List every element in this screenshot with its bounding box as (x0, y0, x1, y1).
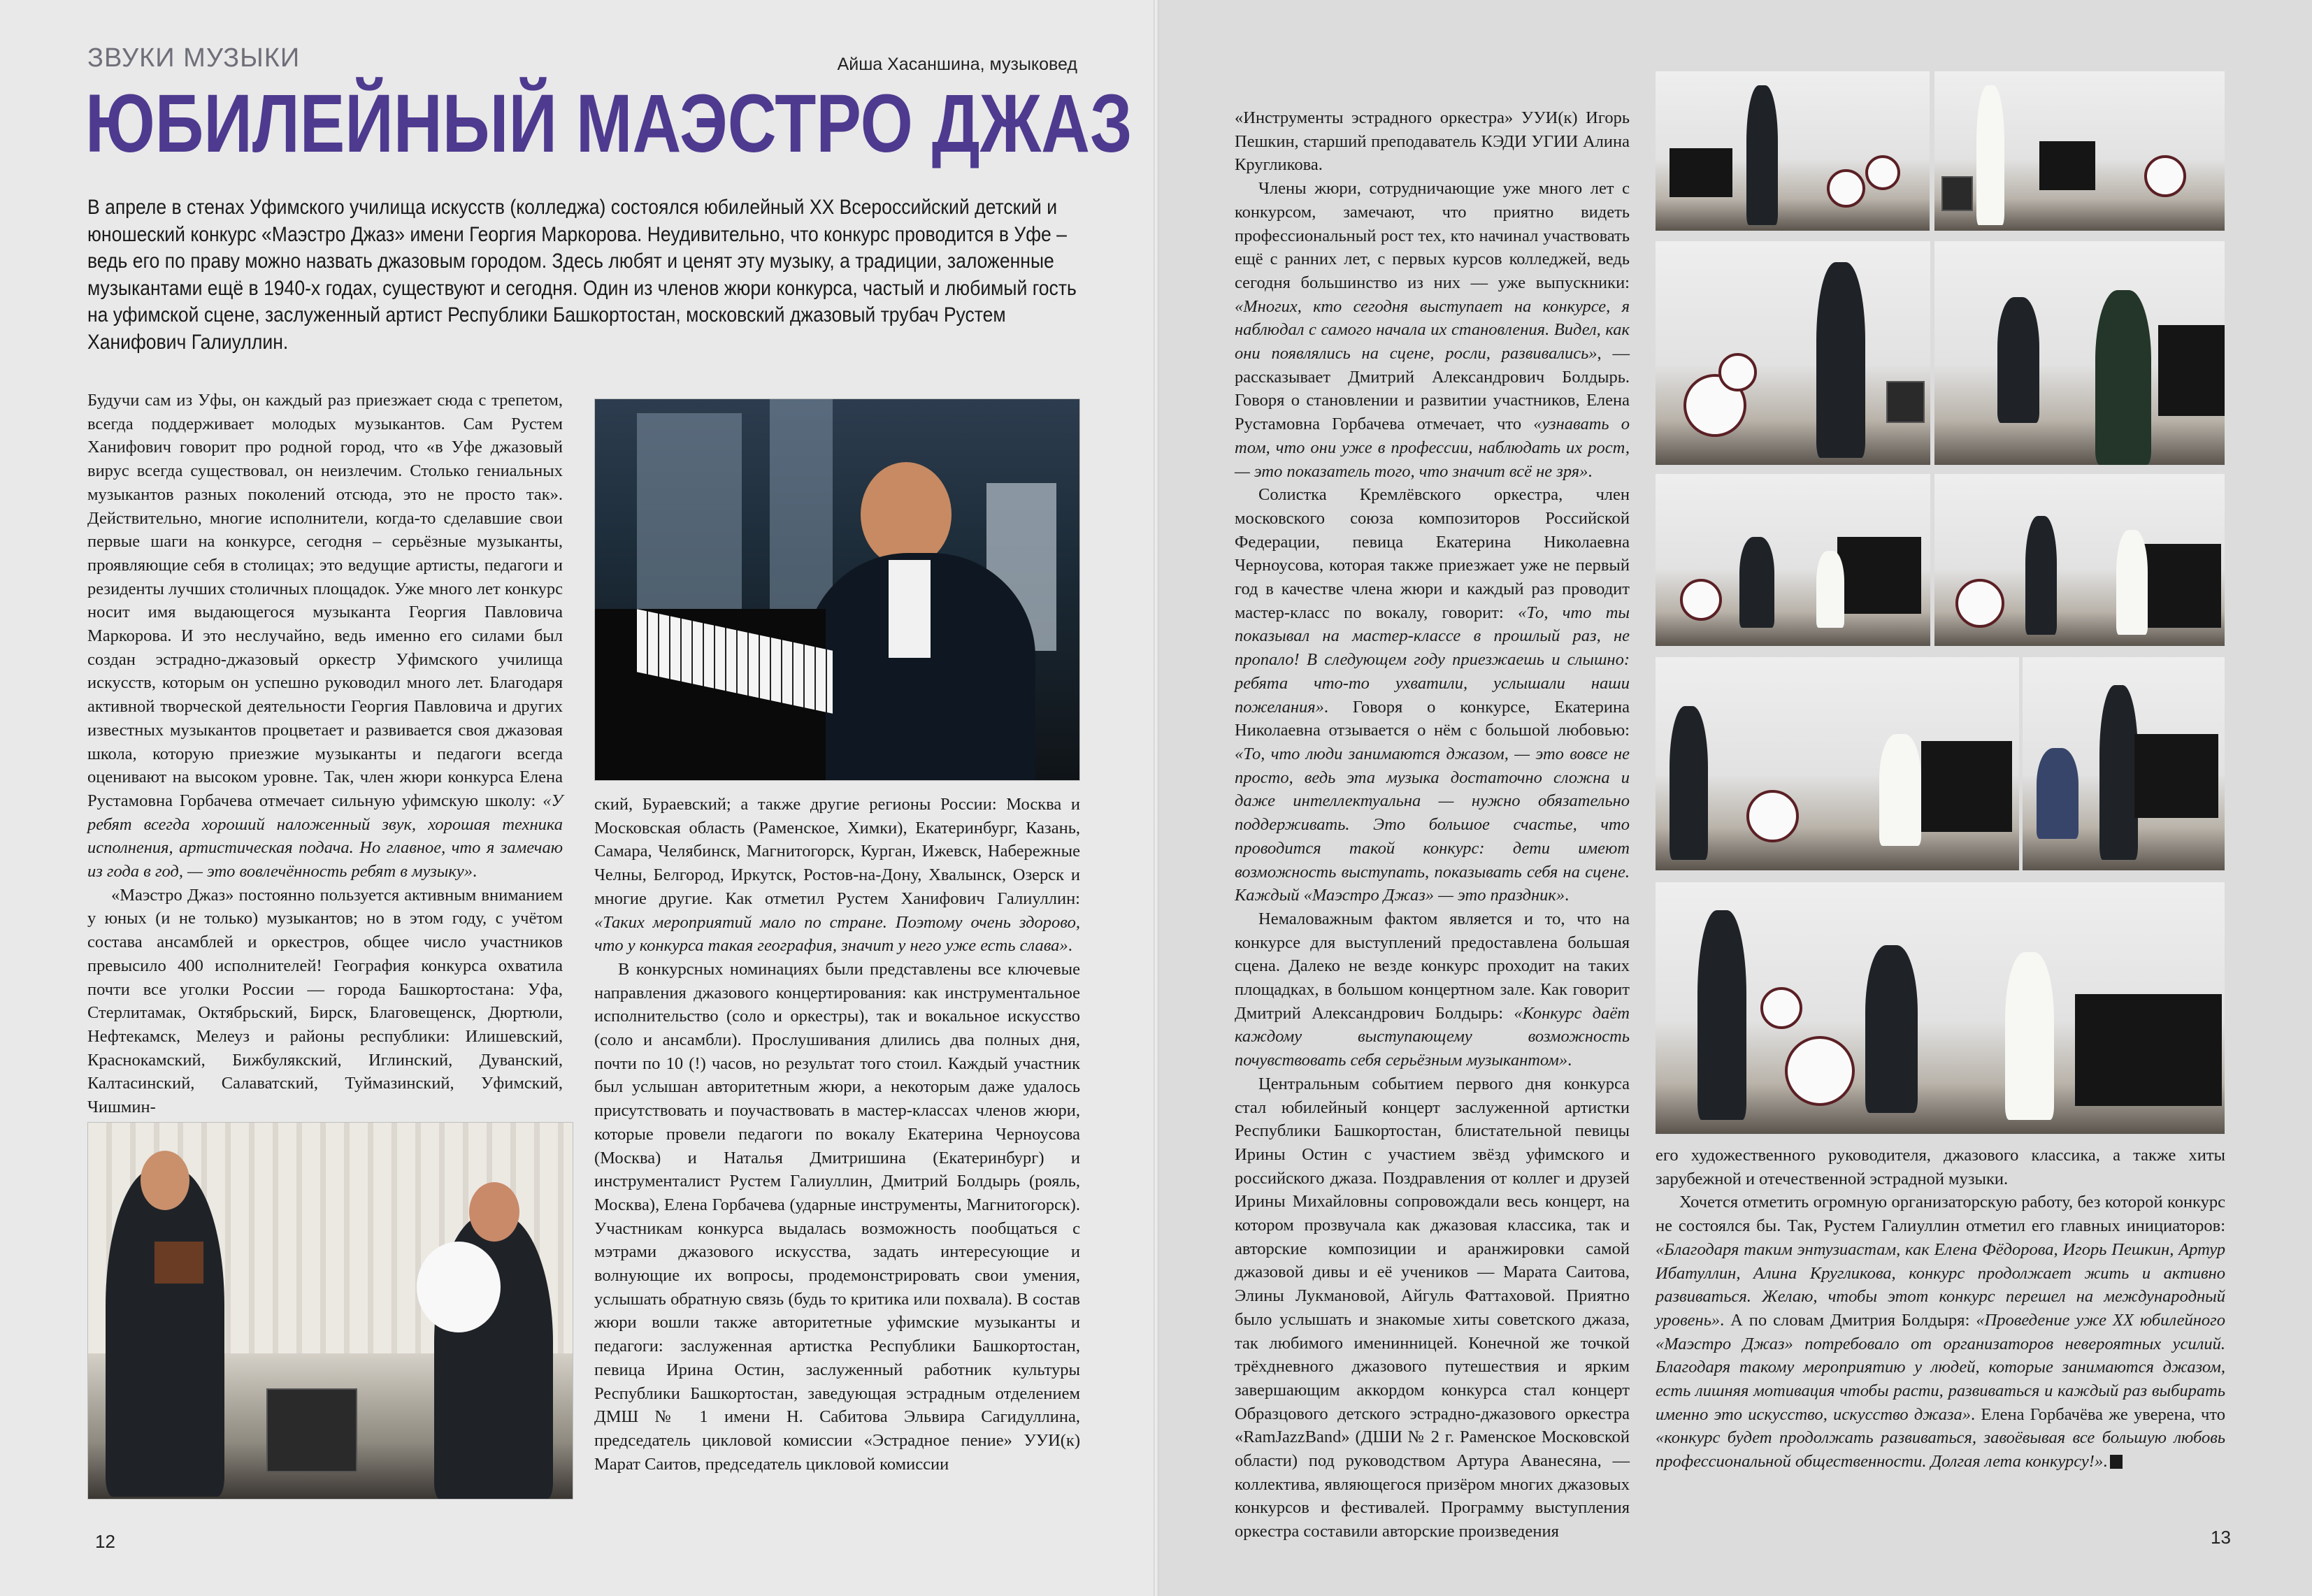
text-run: . (472, 862, 478, 882)
text-run: Члены жюри, сотрудничающие уже много лет с конкурсом, замечают, что приятно видеть профессиональный рост тех, кто начинал участвовать ещё с ранних лет, с первых курсов колледжей, ведь сегодня большинство из них — уже выпускники: (1235, 179, 1630, 292)
paragraph: Центральным событием первого дня конкурса стал юбилейный концерт заслуженной артистки Республики Башкортостан, блистательной певицы Ирины Остин с участием звёзд уфимского и российского джаза. Поздравления от коллег и друзей Ирины Михайловны сопровождали весь концерт, на котором прозвучала как джазовая классика, так и авторские композиции и аранжировки самой джазовой дивы и её учеников — Марата Саитова, Элины Лукмановой, Айгуль Фаттаховой. Приятно было услышать и знакомые хиты советского джаза, так любимого именинницей. Конечной же точкой трёхдневного джазового путешествия и ярким завершающим аккордом конкурса стал концерт Образцового детского эстрадно-джазового оркестра «RamJazzBand» (ДШИ № 2 г. Раменское Московской области) под руководством Артура Аванесяна, — коллектива, являющегося призёром многих джазовых конкурсов и фестивалей. Программу выступления оркестра составили авторские произведения (1235, 1074, 1630, 1541)
paragraph: его художественного руководителя, джазового классика, а также хиты зарубежной и отечественной эстрадной музыки. (1656, 1146, 2225, 1188)
paragraph: «Инструменты эстрадного оркестра» УУИ(к) Игорь Пешкин, старший преподаватель КЭДИ УГИИ Алина Кругликова. (1235, 108, 1630, 175)
text-run: ский, Бураевский; а также другие регионы России: Москва и Московская область (Раменское, Химки), Екатеринбург, Казань, Самара, Челябинск, Магнитогорск, Курган, Ижевск, Набережные Челны, Белгород, Иркутск, Ростов-на-Дону, Хвалынск, Озерск и многие другие. Как отметил Рустем Ханифович Галиуллин: (594, 795, 1080, 908)
column-right-2 (1656, 1144, 2225, 1474)
text-run: Будучи сам из Уфы, он каждый раз приезжает сюда с трепетом, всегда поддерживает молодых музыкантов. Сам Рустем Ханифович говорит про родной город, что (87, 391, 563, 457)
column-left-1 (87, 389, 563, 1119)
quote: «Таких мероприятий мало по стране. Поэтому очень здорово, что у конкурса такая география, значит у него уже есть слава» (594, 912, 1080, 956)
quote: «узнавать о том, что они уже в профессии, наблюдать их рост, — это показатель того, что значит всё не зря» (1235, 415, 1630, 481)
text-run: , — рассказывает Дмитрий Александрович Болдырь. Говоря о становлении и развитии участников, Елена Рустамовна Горбачева отмечает, что (1235, 344, 1630, 434)
text-run: «в Уфе джазовый вирус всегда существовал, он неизлечим. Столько гениальных музыкантов разных поколений отсюда, это не просто так» (87, 438, 563, 504)
quote: «Проведение уже XX юбилейного «Маэстро Джаз» потребовало от организаторов невероятных усилий. Благодаря такому мероприятию у людей, которые занимаются джазом, есть лишняя мотивация чтобы расти, развиваться и каждый раз выбирать именно это искусство, искусство джаза» (1656, 1310, 2225, 1424)
text-run: . А по словам Дмитрия Болдыря: (1720, 1310, 1976, 1330)
text-run: . Говоря о конкурсе, Екатерина Николаевна отзывается о нём с большой любовью: (1235, 697, 1630, 740)
quote: «конкурс будет продолжать развиваться, завоёвывая все большую любовь профессиональной общественности. Долгая лета конкурсу!» (1656, 1428, 2225, 1472)
text-run: Солистка Кремлёвского оркестра, член московского союза композиторов Российской Федерации, певица Екатерина Николаевна Черноусова, которая также приезжает уже не первый год в качестве члена жюри и каждый раз проводит мастер-класс по вокалу, говорит: (1235, 485, 1630, 622)
quote: «То, что люди занимаются джазом, — это вовсе не просто, ведь эта музыка достаточно сложна и даже интеллектуальна — нужно обязательно поддерживать. Это большое счастье, что проводится такой конкурс: дети имеют возможность выступать, показывать себя на сцене. Каждый «Маэстро Джаз» — это праздник» (1235, 744, 1630, 905)
text-run: Хочется отметить огромную организаторскую работу, без которой конкурс не состоялся бы. Так, Рустем Галиуллин отметил его главных инициаторов: (1656, 1193, 2225, 1236)
photo-stage-award (87, 1122, 573, 1500)
column-right-1 (1235, 106, 1630, 1544)
text-run: . Елена Горбачёва же уверена, что (1971, 1404, 2225, 1424)
photo-concert-6 (1934, 474, 2225, 646)
photo-concert-7 (1656, 657, 2019, 870)
paragraph: В конкурсных номинациях были представлены все ключевые направления джазового концертирования: как инструментальное исполнительство (соло и оркестры), так и вокальное искусство (соло и ансамбли). Прослушивания длились два полных дня, почти по 10 (!) часов, но результат того стоил. Каждый участник был услышан авторитетным жюри, а некоторым даже удалось присутствовать и поучаствовать в мастер-классах членов жюри, которые провели педагоги по вокалу Екатерина Черноусова (Москва) и Наталья Дмитришина (Екатеринбург) и инструменталист Рустем Галиуллин, Дмитрий Болдырь (рояль, Москва), Елена Горбачева (ударные инструменты, Магнитогорск). Участникам конкурса выдалась возможность пообщаться с мэтрами джазового искусства, задать интересующие и волнующие их вопросы, продемонстрировать свои умения, услышать обратную связь (будь то критика или похвала). В состав жюри вошли также авторитетные уфимские музыканты и педагоги: заслуженная артистка Республики Башкортостан, певица Ирина Остин, заслуженный работник культуры Республики Башкортостан, заведующая эстрадным отделением ДМШ № 1 имени Н. Сабитова Эльвира Сагидуллина, председатель цикловой комиссии «Эстрадное пение» УУИ(к) Марат Саитов, председатель цикловой комиссии (594, 959, 1080, 1474)
text-run: . (1567, 1051, 1572, 1070)
section-tag: ЗВУКИ МУЗЫКИ (87, 43, 301, 73)
quote: «Благодаря таким энтузиастам, как Елена Фёдорова, Игорь Пешкин, Артур Ибатуллин, Алина Кругликова, конкурс продолжает жить и активно развиваться. Желаю, чтобы этот конкурс перешел на международный уровень» (1656, 1239, 2225, 1330)
text-run: . (1565, 886, 1570, 905)
end-of-article-icon (2110, 1455, 2123, 1469)
lead-paragraph (87, 194, 1080, 356)
article-title: ЮБИЛЕЙНЫЙ МАЭСТРО ДЖАЗ (85, 78, 1133, 170)
quote: «Многих, кто сегодня выступает на конкурсе, я наблюдал с самого начала их становления. Видел, как они появлялись на сцене, росли, развивались» (1235, 296, 1630, 364)
text-run: . (1588, 461, 1593, 481)
quote: «У ребят всегда хороший наложенный звук, хорошая техника исполнения, артистическая подача. Но главное, что я замечаю из года в год, — это вовлечённость ребят в музыку» (87, 791, 563, 882)
text-run: . Действительно, многие исполнители, когда-то сделавшие свои первые шаги на конкурсе, сегодня – серьёзные музыканты, проявляющие себя в столицах; это ведущие артисты, педагоги и резиденты лучших столичных площадок. Уже много лет конкурс носит имя выдающегося музыканта Георгия Павловича Маркорова. И это неслучайно, ведь именно его силами был создан эстрадно-джазовый оркестр Уфимского училища искусств, которым он успешно руководил много лет. Благодаря активной творческой деятельности Георгия Павловича и других известных музыкантов процветает и развивается своя джазовая школа, которую приезжие музыканты и педагоги всегда оценивают на высоком уровне. Так, член жюри конкурса Елена Рустамовна Горбачева отмечает сильную уфимскую школу: (87, 484, 563, 810)
photo-concert-1 (1656, 71, 1930, 231)
text-run: . (2103, 1452, 2108, 1472)
quote: «Конкурс даёт каждому выступающему возможность почувствовать себя серьёзным музыкантом» (1235, 1003, 1630, 1070)
photo-concert-3 (1656, 241, 1930, 465)
text-run: Немаловажным фактом является и то, что на конкурсе для выступлений предоставлена большая сцена. Далеко не везде конкурс проходит на таких площадках, в большом концертном зале. Как говорит Дмитрий Александрович Болдырь: (1235, 909, 1630, 1023)
author-byline: Айша Хасаншина, музыковед (837, 55, 1077, 74)
text-run: . (1068, 936, 1072, 956)
column-left-2 (594, 793, 1080, 1476)
lead-text: В апреле в стенах Уфимского училища искусств (колледжа) состоялся юбилейный XX Всероссийский детский и юношеский конкурс «Маэстро Джаз» имени Георгия Маркорова. Неудивительно, что конкурс проводится в Уфе – ведь его по праву можно назвать джазовым городом. Здесь любят и ценят эту музыку, а традиции, заложенные музыкантами ещё в 1940-х годах, существуют и сегодня. Один из членов жюри конкурса, частый и любимый гость на уфимской сцене, заслуженный артист Республики Башкортостан, московский джазовый трубач Рустем Ханифович Галиуллин. (87, 196, 1077, 354)
photo-concert-5 (1656, 474, 1930, 646)
photo-concert-2 (1934, 71, 2225, 231)
paragraph: «Маэстро Джаз» постоянно пользуется активным вниманием у юных (и не только) музыкантов; но в этом году, с учётом состава ансамблей и оркестров, общее число участников превысило 400 исполнителей! География конкурса охватила почти все уголки России — города Башкортостана: Уфа, Стерлитамак, Октябрьский, Бирск, Благовещенск, Дюртюли, Нефтекамск, Мелеуз и районы республики: Илишевский, Краснокамский, Бижбулякский, Иглинский, Дуванский, Калтасинский, Салаватский, Туймазинский, Уфимский, Чишмин- (87, 885, 563, 1117)
photo-concert-4 (1934, 241, 2225, 465)
photo-pianist (594, 398, 1080, 781)
photo-concert-9 (1656, 882, 2225, 1134)
page-number-right: 13 (2211, 1527, 2231, 1548)
photo-concert-8 (2023, 657, 2225, 870)
page-number-left: 12 (95, 1531, 115, 1552)
quote: «То, что ты показывал на мастер-классе в прошлый раз, не пропало! В следующем году приезжаешь и слышно: ребята что-то ухватили, услышали наши пожелания» (1235, 603, 1630, 717)
